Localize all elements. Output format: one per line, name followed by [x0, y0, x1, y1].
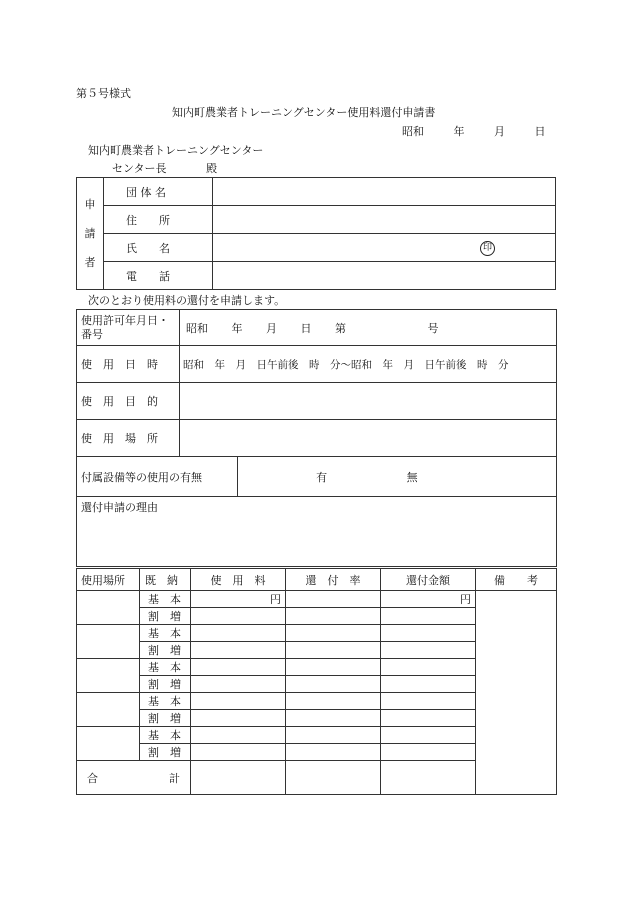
fee-row-extra-refund[interactable]: [381, 642, 476, 659]
request-text: 次のとおり使用料の還付を申請します。: [88, 294, 286, 307]
usage-time-label: 使 用 日 時: [77, 346, 180, 383]
seal-mark: 印: [480, 241, 495, 256]
place-field[interactable]: [180, 420, 557, 457]
fee-row-extra-fee[interactable]: [191, 676, 286, 693]
permit-no-suffix: 号: [427, 321, 439, 335]
fee-row-basic-label: 基 本: [140, 693, 191, 710]
fee-row-extra-refund[interactable]: [381, 710, 476, 727]
fee-header-rate: 還 付 率: [286, 569, 381, 591]
applicant-table: [76, 177, 556, 290]
address-label: 住 所: [104, 206, 213, 234]
fee-row-basic-fee[interactable]: [191, 727, 286, 744]
permit-month: 月: [266, 321, 277, 335]
permit-era: 昭和: [186, 321, 208, 335]
fee-row-extra-label: 割 増: [140, 642, 191, 659]
fee-row-extra-fee[interactable]: [191, 608, 286, 625]
fee-row-extra-refund[interactable]: [381, 676, 476, 693]
date-day: 日: [534, 125, 546, 138]
fee-header-fee: 使 用 料: [191, 569, 286, 591]
place-label: 使 用 場 所: [77, 420, 180, 457]
fee-row-extra-rate[interactable]: [286, 642, 381, 659]
fee-row-extra-refund[interactable]: [381, 608, 476, 625]
fee-row-basic-rate[interactable]: [286, 727, 381, 744]
date-year: 年: [453, 125, 465, 138]
reason-label: 還付申請の理由: [81, 501, 158, 514]
fee-row-extra-rate[interactable]: [286, 744, 381, 761]
fee-row-extra-label: 割 増: [140, 608, 191, 625]
permit-no-prefix: 第: [335, 321, 346, 335]
fee-header-remarks: 備 考: [476, 569, 557, 591]
fee-row-extra-refund[interactable]: [381, 744, 476, 761]
addressee-head: [112, 160, 217, 176]
refund-yen: 円: [460, 593, 471, 606]
fee-row-extra-label: 割 増: [140, 744, 191, 761]
fee-remarks-field[interactable]: [476, 591, 557, 795]
equipment-field[interactable]: [238, 457, 557, 497]
fee-row-basic-fee[interactable]: [191, 591, 286, 608]
fee-header-refund: 還付金額: [381, 569, 476, 591]
fee-total-left: 合: [87, 771, 98, 785]
form-number: 第５号様式: [76, 87, 131, 100]
side-char-2: 請: [84, 227, 96, 240]
fee-row-basic-fee[interactable]: [191, 693, 286, 710]
fee-row-basic-rate[interactable]: [286, 625, 381, 642]
fee-row-extra-rate[interactable]: [286, 710, 381, 727]
fee-row-basic-label: 基 本: [140, 727, 191, 744]
fee-row-basic-refund[interactable]: [381, 591, 476, 608]
fee-yen: 円: [270, 593, 281, 606]
fee-row-basic-rate[interactable]: [286, 591, 381, 608]
fee-row-basic-refund[interactable]: [381, 659, 476, 676]
fee-row-extra-label: 割 増: [140, 710, 191, 727]
fee-row-basic-fee[interactable]: [191, 659, 286, 676]
form-title: 知内町農業者トレーニングセンター使用料還付申請書: [172, 106, 436, 119]
fee-row-place[interactable]: [77, 659, 140, 693]
fee-row-place[interactable]: [77, 591, 140, 625]
addressee-facility: 知内町農業者トレーニングセンター: [88, 144, 264, 157]
applicant-side-label: [77, 178, 104, 290]
fee-row-basic-refund[interactable]: [381, 625, 476, 642]
fee-row-extra-fee[interactable]: [191, 710, 286, 727]
fee-total-right: 計: [169, 771, 180, 785]
purpose-field[interactable]: [180, 383, 557, 420]
fee-row-place[interactable]: [77, 693, 140, 727]
side-char-1: 申: [84, 198, 96, 211]
fee-row-basic-rate[interactable]: [286, 659, 381, 676]
fee-table: [76, 568, 557, 795]
fee-total-refund[interactable]: [381, 761, 476, 795]
purpose-label: 使 用 目 的: [77, 383, 180, 420]
fee-header-paid: 既 納: [140, 569, 191, 591]
fee-row-basic-refund[interactable]: [381, 693, 476, 710]
equipment-label: 付属設備等の使用の有無: [77, 457, 238, 497]
fee-row-extra-fee[interactable]: [191, 642, 286, 659]
fee-row-place[interactable]: [77, 727, 140, 761]
phone-label: 電 話: [104, 262, 213, 290]
group-name-label: 団 体 名: [104, 178, 213, 206]
permit-field[interactable]: [180, 310, 557, 346]
fee-row-basic-label: 基 本: [140, 625, 191, 642]
fee-row-extra-rate[interactable]: [286, 608, 381, 625]
fee-row-extra-fee[interactable]: [191, 744, 286, 761]
side-char-3: 者: [84, 256, 96, 269]
permit-label-text: 使用許可年月日・番号: [81, 313, 169, 341]
fee-row-place[interactable]: [77, 625, 140, 659]
fee-row-basic-label: 基 本: [140, 659, 191, 676]
permit-year: 年: [231, 321, 243, 335]
phone-field[interactable]: [213, 262, 556, 290]
fee-row-extra-rate[interactable]: [286, 676, 381, 693]
fee-total-label: [77, 761, 191, 795]
fee-total-fee[interactable]: [191, 761, 286, 795]
addressee-head-label: センター長: [112, 162, 167, 175]
address-field[interactable]: [213, 206, 556, 234]
name-field[interactable]: [213, 234, 556, 262]
equipment-yes[interactable]: 有: [316, 470, 328, 484]
date-month: 月: [494, 125, 505, 138]
usage-time-field[interactable]: 昭和 年 月 日午前後 時 分～昭和 年 月 日午前後 時 分: [180, 346, 557, 383]
fee-total-rate[interactable]: [286, 761, 381, 795]
fee-row-basic-refund[interactable]: [381, 727, 476, 744]
fee-row-basic-label: 基 本: [140, 591, 191, 608]
date-line: [402, 123, 546, 139]
fee-header-place: 使用場所: [77, 569, 140, 591]
group-name-field[interactable]: [213, 178, 556, 206]
permit-day: 日: [300, 321, 312, 335]
addressee-honorific: 殿: [206, 162, 218, 175]
fee-row-extra-label: 割 増: [140, 676, 191, 693]
usage-table: [76, 309, 557, 567]
fee-row-basic-rate[interactable]: [286, 693, 381, 710]
fee-row-basic-fee[interactable]: [191, 625, 286, 642]
equipment-no[interactable]: 無: [406, 470, 418, 484]
date-era: 昭和: [402, 125, 424, 138]
permit-label: [77, 310, 180, 346]
reason-field[interactable]: [77, 497, 557, 567]
name-label: 氏 名: [104, 234, 213, 262]
